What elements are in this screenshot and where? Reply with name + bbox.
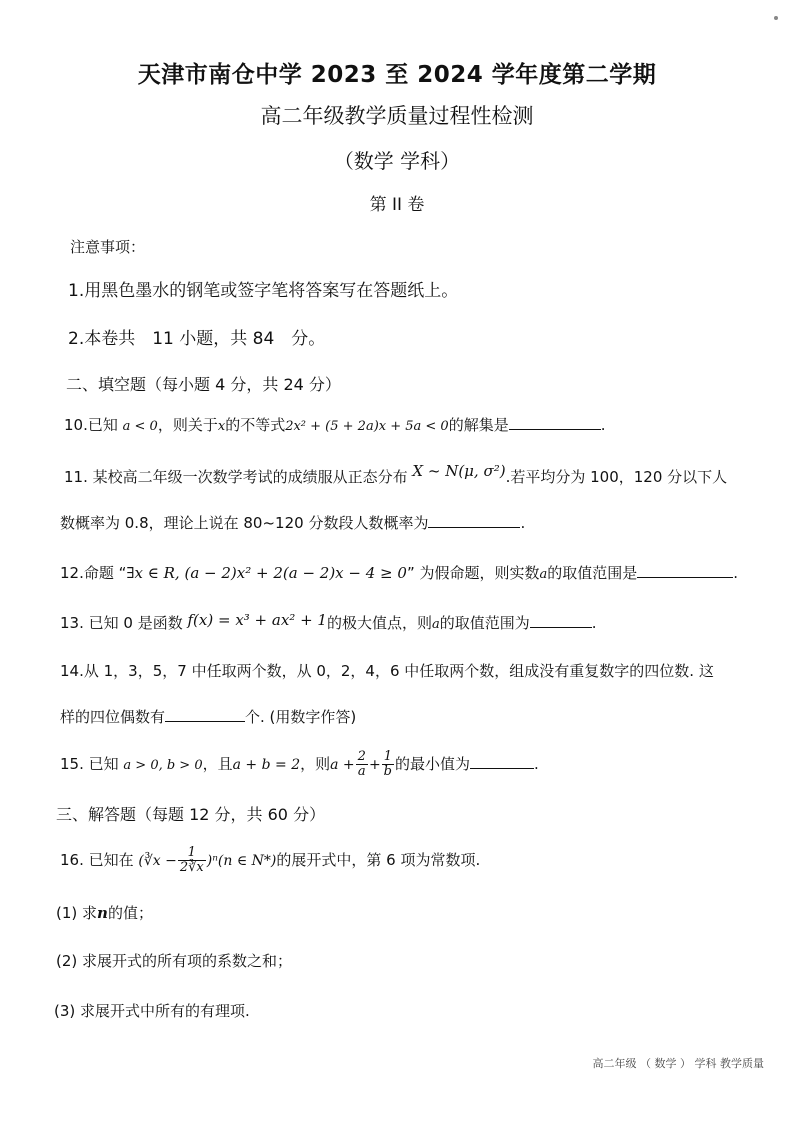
notice-item-2: 2.本卷共 11 小题，共 84 分。 bbox=[68, 329, 326, 349]
q12-period: . bbox=[733, 564, 739, 582]
q15-frac2-den: b bbox=[383, 764, 392, 779]
page-footer: 高二年级 （ 数学 ） 学科 教学质量 bbox=[592, 1057, 764, 1070]
q11-period: . bbox=[520, 514, 526, 532]
q13-period: . bbox=[591, 614, 597, 632]
q15-expression: a + bbox=[330, 757, 355, 773]
volume-label: 第 II 卷 bbox=[369, 195, 425, 215]
answer-blank-10[interactable] bbox=[509, 415, 601, 430]
section-2-heading: 二、填空题（每小题 4 分，共 24 分） bbox=[66, 375, 341, 394]
question-11-line-1 bbox=[64, 462, 728, 487]
q12-text: 12.命题 “ bbox=[60, 564, 127, 582]
q16-text-2: 的展开式中，第 6 项为常数项. bbox=[276, 851, 481, 869]
q14-text-3: 个. (用数字作答) bbox=[245, 708, 357, 726]
q12-text-2: ” 为假命题，则实数 bbox=[406, 564, 540, 582]
q11-text-3: 数概率为 0.8，理论上说在 80~120 分数段人数概率为 bbox=[60, 514, 429, 532]
q15-sum: a + b = 2 bbox=[232, 757, 301, 773]
q16-sub1-text-2: 的值； bbox=[107, 904, 153, 922]
q15-condition: a > 0, b > 0 bbox=[123, 758, 203, 773]
section-3-heading: 三、解答题（每题 12 分，共 60 分） bbox=[56, 805, 326, 824]
q15-text-3: ，则 bbox=[300, 755, 331, 773]
q14-text-2: 样的四位偶数有 bbox=[60, 708, 166, 726]
q15-frac1-den: a bbox=[357, 764, 366, 779]
q16-fraction bbox=[178, 846, 206, 875]
q15-text-4: 的最小值为 bbox=[395, 755, 471, 773]
q16-condition: (n ∈ N*) bbox=[217, 853, 277, 869]
q15-frac1-num: 2 bbox=[357, 749, 366, 764]
q16-sub1-text: (1) 求 bbox=[56, 904, 98, 922]
answer-blank-12[interactable] bbox=[637, 563, 733, 578]
question-16 bbox=[60, 846, 480, 875]
q10-inequality: 2x² + (5 + 2a)x + 5a < 0 bbox=[285, 419, 449, 434]
notice-heading: 注意事项： bbox=[70, 238, 146, 256]
q16-sub-1 bbox=[56, 902, 153, 923]
q10-var: x bbox=[217, 419, 226, 434]
q13-function: f(x) = x³ + ax² + 1 bbox=[187, 611, 327, 629]
q16-frac-den: 2∛x bbox=[179, 860, 204, 875]
q12-text-3: 的取值范围是 bbox=[547, 564, 638, 582]
question-10 bbox=[64, 414, 606, 435]
q12-var: a bbox=[539, 567, 548, 582]
q12-proposition: ∃x ∈ R, (a − 2)x² + 2(a − 2)x − 4 ≥ 0 bbox=[126, 564, 407, 582]
q16-frac-num: 1 bbox=[178, 846, 206, 861]
answer-blank-15[interactable] bbox=[470, 754, 534, 769]
q15-frac2-num: 1 bbox=[382, 750, 394, 765]
q10-text-3: 的解集是 bbox=[448, 416, 509, 434]
q15-fraction-1 bbox=[356, 750, 368, 779]
question-11-line-2 bbox=[60, 512, 525, 533]
q15-plus: + bbox=[368, 757, 381, 773]
q13-text-3: 的取值范围为 bbox=[439, 614, 530, 632]
q15-text: 15. 已知 bbox=[60, 755, 119, 773]
answer-blank-11[interactable] bbox=[428, 513, 520, 528]
q11-distribution: X ~ N(μ, σ²) bbox=[412, 462, 506, 480]
q13-text-2: 的极大值点，则 bbox=[326, 614, 432, 632]
q11-text-2: .若平均分为 100，120 分以下人 bbox=[505, 468, 728, 486]
q10-text-2: 的不等式 bbox=[225, 416, 286, 434]
scan-speck bbox=[774, 16, 778, 20]
q10-label: 10.已知 bbox=[64, 416, 118, 434]
q11-text: 11. 某校高二年级一次数学考试的成绩服从正态分布 bbox=[64, 468, 408, 486]
q16-sub1-var: n bbox=[97, 904, 108, 922]
answer-blank-13[interactable] bbox=[530, 613, 592, 628]
question-12 bbox=[60, 562, 738, 583]
q16-sub-3: (3) 求展开式中所有的有理项. bbox=[54, 1002, 250, 1020]
q16-expression-open: (∛x − bbox=[138, 853, 177, 869]
q10-condition: a < 0 bbox=[122, 419, 158, 434]
question-14-line-2 bbox=[60, 706, 356, 727]
question-15 bbox=[60, 750, 539, 779]
question-14-line-1: 14.从 1，3，5，7 中任取两个数，从 0，2，4，6 中任取两个数，组成没有重复数字的四位数. 这 bbox=[60, 662, 714, 680]
subject-label: （数学 学科） bbox=[333, 149, 461, 173]
q16-sub-2: (2) 求展开式的所有项的系数之和； bbox=[56, 952, 293, 970]
q16-text: 16. 已知在 bbox=[60, 851, 134, 869]
q13-text: 13. 已知 0 是函数 bbox=[60, 614, 183, 632]
q15-text-2: ，且 bbox=[202, 755, 233, 773]
answer-blank-14[interactable] bbox=[165, 707, 245, 722]
q15-period: . bbox=[534, 755, 539, 773]
exam-subtitle: 高二年级教学质量过程性检测 bbox=[260, 104, 534, 128]
q10-period: . bbox=[600, 416, 606, 434]
q10-text: ，则关于 bbox=[157, 416, 218, 434]
q15-fraction-2 bbox=[382, 750, 394, 779]
q16-expression-close: )ⁿ bbox=[206, 853, 218, 869]
notice-item-1: 1.用黑色墨水的钢笔或签字笔将答案写在答题纸上。 bbox=[68, 281, 459, 301]
q13-var: a bbox=[431, 617, 440, 632]
question-13 bbox=[60, 612, 597, 633]
page-title: 天津市南仓中学 2023 至 2024 学年度第二学期 bbox=[137, 62, 657, 88]
